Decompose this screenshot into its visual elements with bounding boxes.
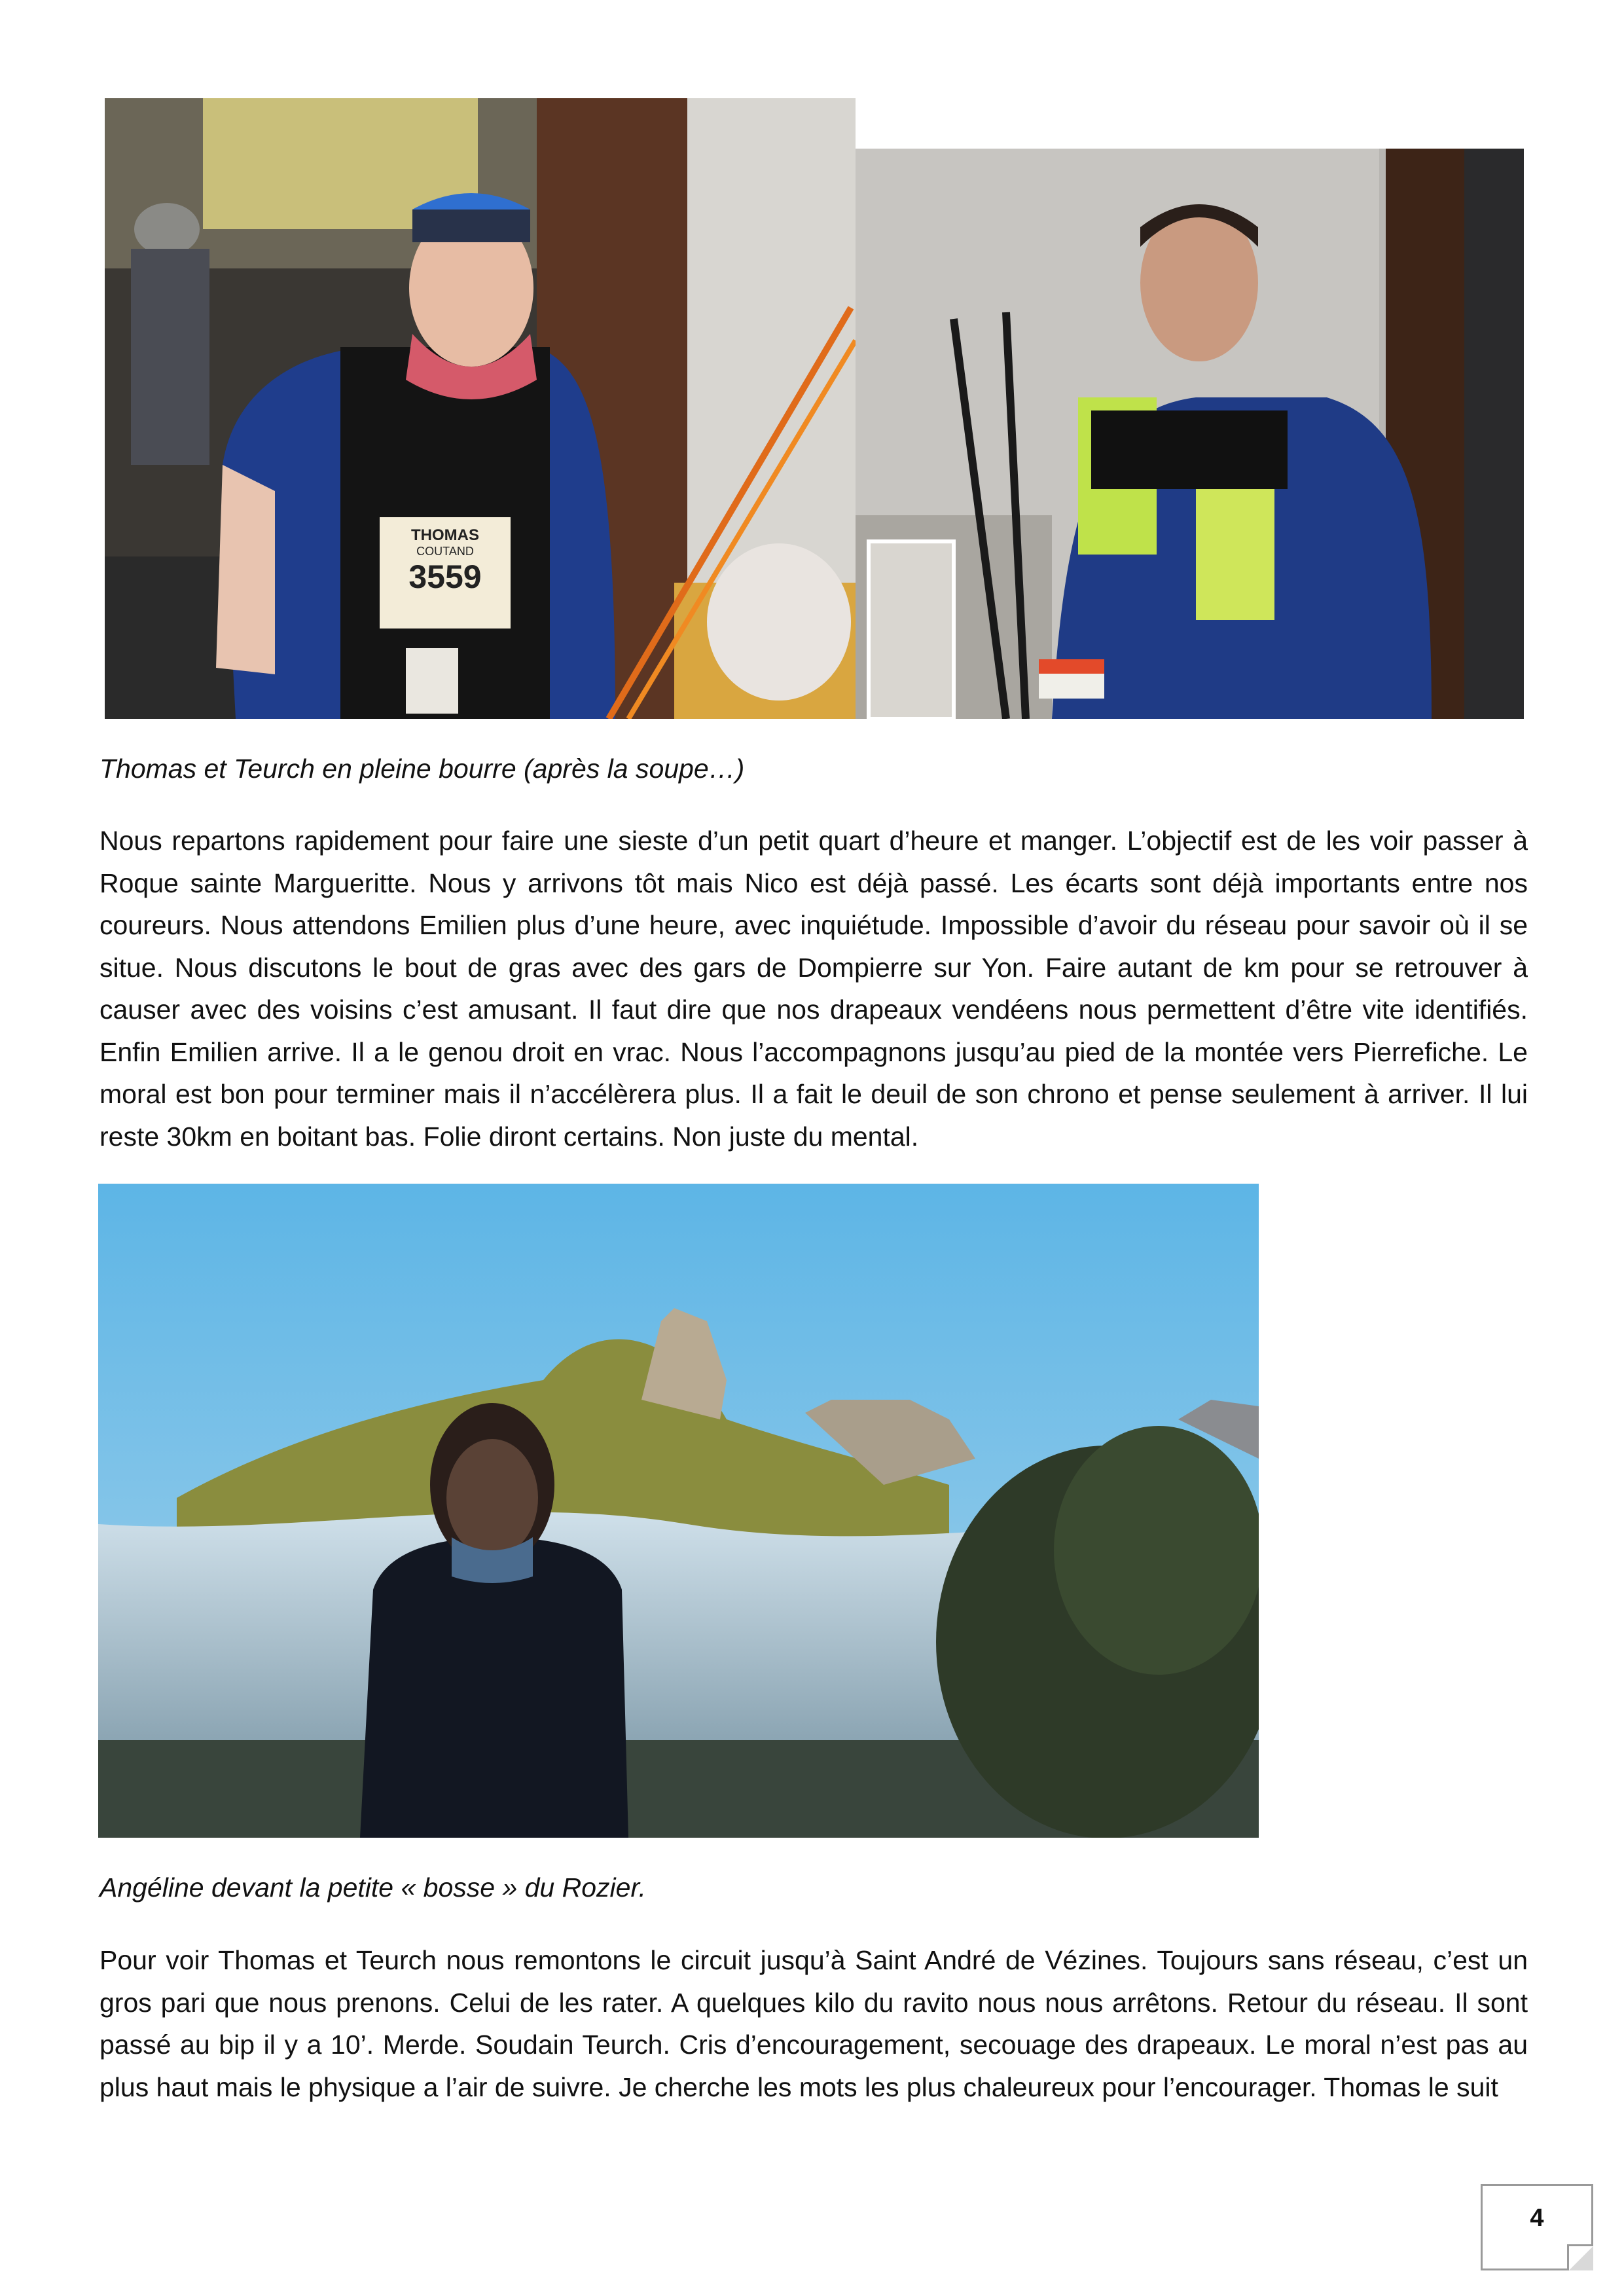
photo-thomas [105, 98, 856, 719]
caption-thomas-teurch: Thomas et Teurch en pleine bourre (après la soupe…) [99, 754, 745, 784]
photo-teurch [856, 149, 1524, 719]
bib-sub: COUTAND [416, 545, 474, 558]
page-number: 4 [1530, 2204, 1544, 2232]
page-fold-corner [1567, 2244, 1593, 2270]
paragraph-roque-sainte-margueritte: Nous repartons rapidement pour faire une sieste d’un petit quart d’heure et manger. L’objectif est de les voir passer à Roque sainte Margueritte. Nous y arrivons tôt mais Nico est déjà passé. Les écarts sont déjà importants entre nos coureurs. Nous attendons Emilien plus d’une heure, avec inquiétude. Impossible d’avoir du réseau pour savoir où il se situe. Nous discutons le bout de gras avec des gars de Dompierre sur Yon. Faire autant de km pour se retrouver à causer avec des voisins c’est amusant. Il faut dire que nos drapeaux vendéens nous permettent d’être vite identifiés. Enfin Emilien arrive. Il a le genou droit en vrac. Nous l’accompagnons jusqu’au pied de la montée vers Pierrefiche. Le moral est bon pour terminer mais il n’accélèrera plus. Il a fait le deuil de son chrono et pense seulement à arriver. Il lui reste 30km en boitant bas. Folie diront certains. Non juste du mental. [99, 826, 1528, 1152]
caption-angeline: Angéline devant la petite « bosse » du Rozier. [99, 1872, 646, 1903]
bib-name: THOMAS [411, 526, 479, 544]
photo-angeline [98, 1184, 1259, 1838]
page-number-box [1481, 2184, 1593, 2270]
race-bib [380, 517, 511, 629]
bib-number: 3559 [408, 558, 482, 595]
paragraph-saint-andre-de-vezines: Pour voir Thomas et Teurch nous remontons le circuit jusqu’à Saint André de Vézines. Toujours sans réseau, c’est un gros pari que nous prenons. Celui de les rater. A quelques kilo du ravito nous nous arrêtons. Retour du réseau. Il sont passé au bip il y a 10’. Merde. Soudain Teurch. Cris d’encouragement, secouage des drapeaux. Le moral n’est pas au plus haut mais le physique a l’air de suivre. Je cherche les mots les plus chaleureux pour l’encourager. Thomas le suit [99, 1945, 1528, 2102]
